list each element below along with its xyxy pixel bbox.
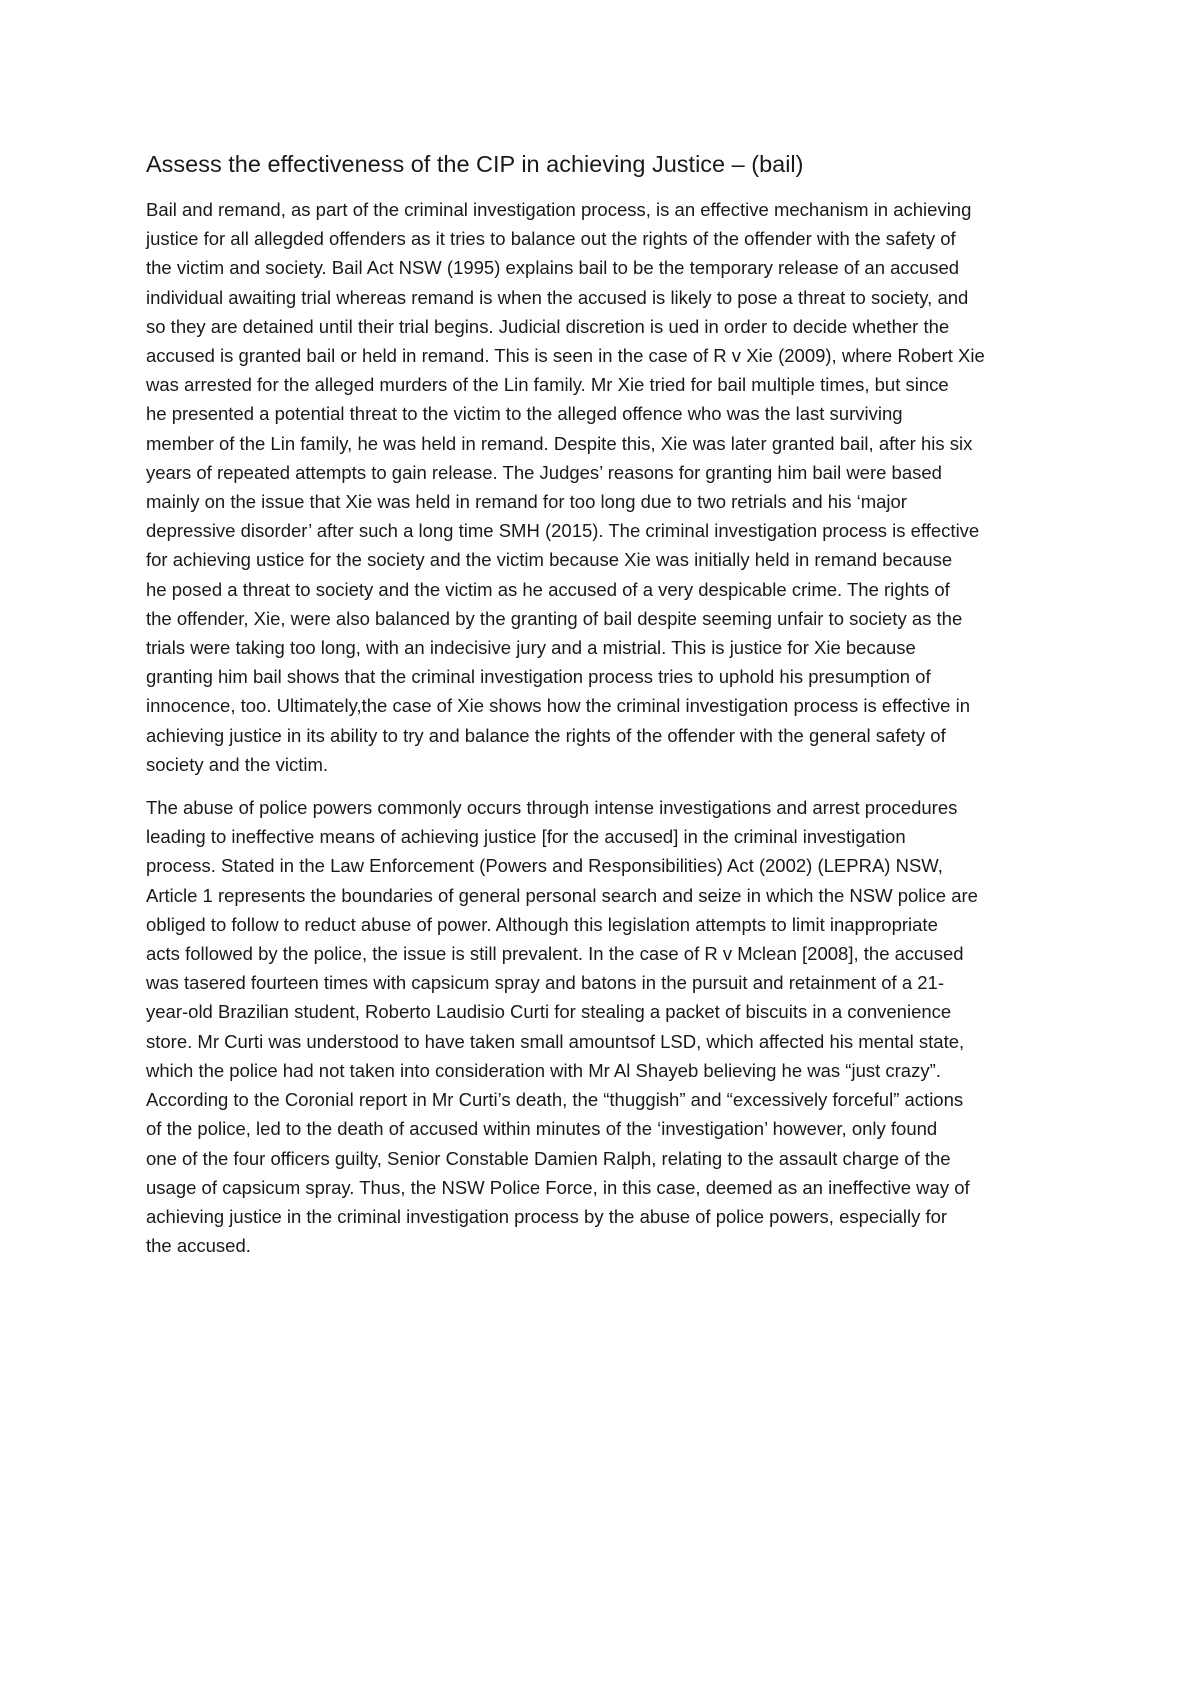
paragraph-line: the victim and society. Bail Act NSW (1995) explains bail to be the temporary release of an accused <box>146 257 960 279</box>
paragraph-line: the accused. <box>146 1235 251 1257</box>
paragraph-line: year-old Brazilian student, Roberto Laudisio Curti for stealing a packet of biscuits in a convenience <box>146 1001 952 1023</box>
paragraph-line: he posed a threat to society and the victim as he accused of a very despicable crime. The rights of <box>146 578 950 600</box>
paragraph-line: mainly on the issue that Xie was held in remand for too long due to two retrials and his ‘major <box>146 491 907 513</box>
paragraph-line: society and the victim. <box>146 753 328 775</box>
paragraph-line: member of the Lin family, he was held in remand. Despite this, Xie was later granted bail, after his six <box>146 432 973 454</box>
paragraph-line: Bail and remand, as part of the criminal investigation process, is an effective mechanism in achieving <box>146 199 972 220</box>
paragraph-line: According to the Coronial report in Mr Curti’s death, the “thuggish” and “excessively forceful” actions <box>146 1089 964 1111</box>
paragraph-line: was arrested for the alleged murders of the Lin family. Mr Xie tried for bail multiple times, but since <box>146 374 949 396</box>
paragraph-line: so they are detained until their trial begins. Judicial discretion is ued in order to decide whether the <box>146 315 950 337</box>
paragraph-line: of the police, led to the death of accused within minutes of the ‘investigation’ however, only found <box>146 1118 938 1140</box>
paragraph-line: usage of capsicum spray. Thus, the NSW Police Force, in this case, deemed as an ineffective way of <box>146 1176 970 1198</box>
paragraph-line: leading to ineffective means of achieving justice [for the accused] in the criminal investigation <box>146 826 906 848</box>
document-body <box>146 148 1054 1274</box>
paragraph-line: for achieving ustice for the society and the victim because Xie was initially held in remand because <box>146 549 953 571</box>
paragraph-line: one of the four officers guilty, Senior Constable Damien Ralph, relating to the assault charge of the <box>146 1147 951 1169</box>
paragraph-line: achieving justice in the criminal investigation process by the abuse of police powers, especially for <box>146 1205 948 1227</box>
paragraph-line: innocence, too. Ultimately,the case of Xie shows how the criminal investigation process is effective in <box>146 695 970 717</box>
paragraph-line: justice for all allegded offenders as it tries to balance out the rights of the offender with the safety of <box>146 228 956 250</box>
paragraph-line: which the police had not taken into consideration with Mr Al Shayeb believing he was “just crazy”. <box>146 1059 941 1081</box>
paragraph-line: obliged to follow to reduct abuse of power. Although this legislation attempts to limit inappropriate <box>146 913 938 935</box>
paragraph-line: process. Stated in the Law Enforcement (Powers and Responsibilities) Act (2002) (LEPRA) NSW, <box>146 855 943 877</box>
paragraph-line: the offender, Xie, were also balanced by the granting of bail despite seeming unfair to society as the <box>146 607 963 629</box>
document-title: Assess the effectiveness of the CIP in achieving Justice – (bail) <box>146 151 804 177</box>
paragraph-line: The abuse of police powers commonly occurs through intense investigations and arrest procedures <box>146 797 958 819</box>
paragraph-line: he presented a potential threat to the victim to the alleged offence who was the last surviving <box>146 403 903 425</box>
paragraph-line: was tasered fourteen times with capsicum spray and batons in the pursuit and retainment of a 21- <box>146 972 944 994</box>
paragraph-line: achieving justice in its ability to try and balance the rights of the offender with the general safety of <box>146 724 946 746</box>
paragraph-line: individual awaiting trial whereas remand is when the accused is likely to pose a threat to society, and <box>146 286 969 308</box>
paragraph-line: trials were taking too long, with an indecisive jury and a mistrial. This is justice for Xie because <box>146 637 916 659</box>
paragraph-line: accused is granted bail or held in remand. This is seen in the case of R v Xie (2009), where Robert Xie <box>146 345 985 367</box>
paragraph-police-powers <box>146 793 1054 1260</box>
paragraph-line: years of repeated attempts to gain release. The Judges’ reasons for granting him bail were based <box>146 461 942 483</box>
paragraph-line: depressive disorder’ after such a long time SMH (2015). The criminal investigation process is effective <box>146 520 980 542</box>
paragraph-line: granting him bail shows that the criminal investigation process tries to uphold his presumption of <box>146 666 931 688</box>
paragraph-line: acts followed by the police, the issue is still prevalent. In the case of R v Mclean [2008], the accused <box>146 943 964 965</box>
paragraph-bail <box>146 195 1054 779</box>
paragraph-line: store. Mr Curti was understood to have taken small amountsof LSD, which affected his mental state, <box>146 1030 965 1052</box>
paragraph-line: Article 1 represents the boundaries of general personal search and seize in which the NSW police are <box>146 884 978 906</box>
